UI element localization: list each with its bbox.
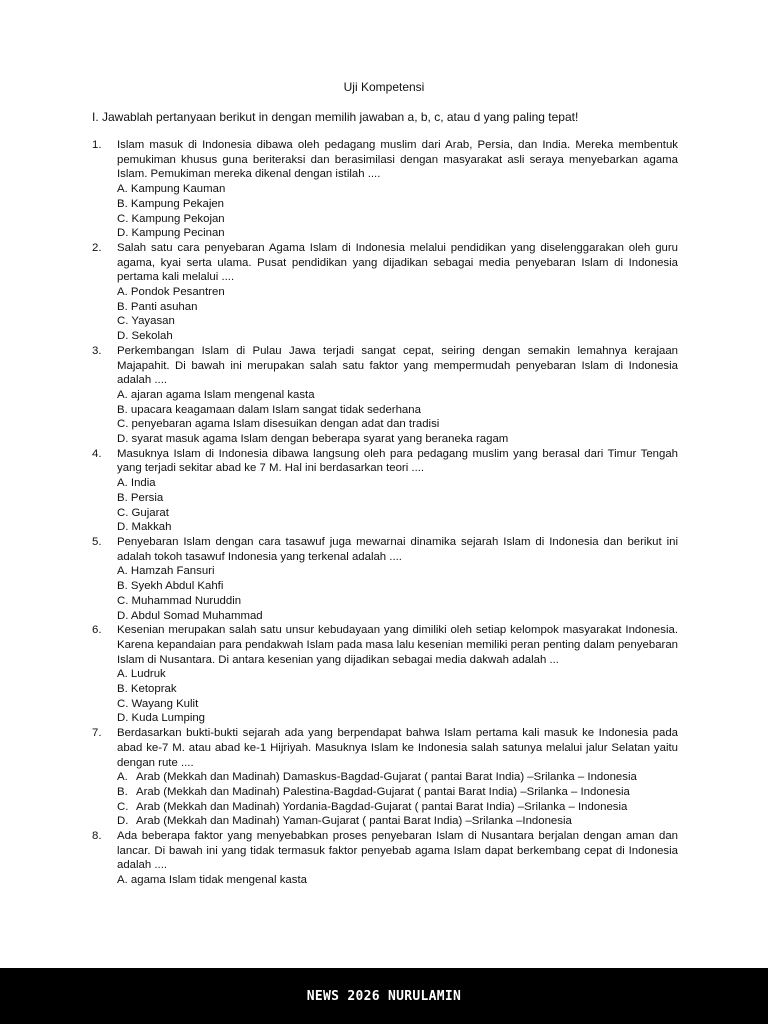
question-3: [92, 344, 678, 447]
option-text: Arab (Mekkah dan Madinah) Yordania-Bagdad-Gujarat ( pantai Barat India) –Srilanka – Indonesia: [136, 800, 628, 813]
answer-option: D. Sekolah: [117, 330, 173, 343]
answer-option: B. Syekh Abdul Kahfi: [117, 580, 224, 593]
answer-option: [117, 814, 678, 829]
question-number: 5.: [92, 535, 102, 548]
question-4: [92, 447, 678, 535]
answer-option: A. Pondok Pesantren: [117, 286, 225, 299]
answer-option: A. India: [117, 477, 156, 490]
question-text: Salah satu cara penyebaran Agama Islam di Indonesia melalui pendidikan yang diselenggarakan oleh guru agama, kyai serta ulama. Pusat pendidikan yang dijadikan sebagai media penyebaran Islam di Indonesia pertama kali melalui ....: [117, 241, 678, 284]
answer-option: C. Yayasan: [117, 315, 175, 328]
answer-option: B. Ketoprak: [117, 683, 177, 696]
question-text: Kesenian merupakan salah satu unsur kebudayaan yang dimiliki oleh setiap kelompok masyarakat Indonesia. Karena kepandaian para pendakwah Islam pada masa lalu kesenian memiliki peran penting dalam penyebaran Islam di Nusantara. Di antara kesenian yang dijadikan sebagai media dakwah adalah ...: [117, 624, 678, 666]
answer-option: D. Kampung Pecinan: [117, 227, 225, 240]
question-7: [92, 726, 678, 829]
question-number: 1.: [92, 139, 102, 151]
question-text: Ada beberapa faktor yang menyebabkan proses penyebaran Islam di Nusantara berjalan dengan aman dan lancar. Di bawah ini yang tidak termasuk faktor penyebab agama Islam dapat berkembang cepat di Indonesia adalah ....: [117, 830, 678, 872]
question-number: 3.: [92, 344, 102, 357]
answer-option: A. Ludruk: [117, 668, 166, 681]
answer-option: [117, 785, 678, 800]
question-number: 6.: [92, 624, 102, 637]
answer-option: D. Kuda Lumping: [117, 712, 206, 725]
option-letter: B.: [117, 785, 128, 798]
footer-watermark-text: NEWS 2026 NURULAMIN: [306, 988, 462, 1004]
footer-banner: [0, 968, 768, 1024]
question-list: [92, 138, 678, 888]
question-text: Perkembangan Islam di Pulau Jawa terjadi sangat cepat, seiring dengan semakin lemahnya kerajaan Majapahit. Di bawah ini merupakan salah satu faktor yang mempermudah penyebaran Islam di Indonesia adalah ....: [117, 344, 678, 387]
answer-option: D. Abdul Somad Muhammad: [117, 609, 263, 622]
answer-option: C. penyebaran agama Islam disesuikan dengan adat dan tradisi: [117, 418, 440, 431]
answer-option: C. Gujarat: [117, 506, 169, 519]
answer-option: A. agama Islam tidak mengenal kasta: [117, 874, 307, 887]
question-text: Masuknya Islam di Indonesia dibawa langsung oleh para pedagang muslim yang berasal dari Timur Tengah yang terjadi sekitar abad ke 7 M. Hal ini berdasarkan teori ....: [117, 447, 678, 475]
option-text: Arab (Mekkah dan Madinah) Damaskus-Bagdad-Gujarat ( pantai Barat India) –Srilanka – Indonesia: [136, 771, 637, 784]
question-6: [92, 623, 678, 726]
question-text: Islam masuk di Indonesia dibawa oleh pedagang muslim dari Arab, Persia, dan India. Mereka membentuk pemukiman khusus guna beriteraksi dan berasimilasi dengan masyarakat asli seraya menyebarkan agama Islam. Pemukiman mereka dikenal dengan istilah ....: [117, 139, 678, 181]
answer-option: [117, 770, 678, 785]
answer-option: D. syarat masuk agama Islam dengan beberapa syarat yang beraneka ragam: [117, 433, 509, 446]
option-text: Arab (Mekkah dan Madinah) Yaman-Gujarat ( pantai Barat India) –Srilanka –Indonesia: [136, 815, 572, 828]
answer-option: B. upacara keagamaan dalam Islam sangat tidak sederhana: [117, 403, 421, 416]
question-1: [92, 138, 678, 241]
question-text: Penyebaran Islam dengan cara tasawuf juga mewarnai dinamika sejarah Islam di Indonesia dan berikut ini adalah tokoh tasawuf Indonesia yang terkenal adalah ....: [117, 535, 678, 563]
question-number: 4.: [92, 447, 102, 460]
answer-option: A. ajaran agama Islam mengenal kasta: [117, 388, 315, 401]
answer-option: A. Kampung Kauman: [117, 183, 226, 196]
answer-option: D. Makkah: [117, 521, 172, 534]
answer-option: B. Panti asuhan: [117, 300, 198, 313]
option-text: Arab (Mekkah dan Madinah) Palestina-Bagdad-Gujarat ( pantai Barat India) –Srilanka – Indonesia: [136, 785, 630, 798]
question-number: 7.: [92, 727, 102, 740]
question-text: Berdasarkan bukti-bukti sejarah ada yang berpendapat bahwa Islam pertama kali masuk ke Indonesia pada abad ke-7 M. atau abad ke-1 Hijriyah. Masuknya Islam ke Indonesia salah satunya melalui jalur Selatan yaitu dengan rute ....: [117, 727, 678, 769]
option-letter: C.: [117, 800, 129, 813]
question-number: 8.: [92, 830, 102, 843]
answer-option: B. Kampung Pekajen: [117, 197, 225, 210]
question-2: [92, 241, 678, 344]
answer-option: B. Persia: [117, 491, 164, 504]
question-5: [92, 535, 678, 623]
question-number: 2.: [92, 241, 102, 254]
answer-option: C. Muhammad Nuruddin: [117, 594, 242, 607]
answer-option: C. Kampung Pekojan: [117, 212, 225, 225]
answer-option: A. Hamzah Fansuri: [117, 565, 215, 578]
option-letter: D.: [117, 815, 129, 828]
instruction-text: I. Jawablah pertanyaan berikut in dengan memilih jawaban a, b, c, atau d yang paling tepat!: [92, 110, 579, 124]
answer-option: [117, 800, 678, 815]
option-letter: A.: [117, 771, 128, 784]
question-8: [92, 829, 678, 888]
page-title: Uji Kompetensi: [343, 80, 425, 94]
answer-option: C. Wayang Kulit: [117, 697, 199, 710]
